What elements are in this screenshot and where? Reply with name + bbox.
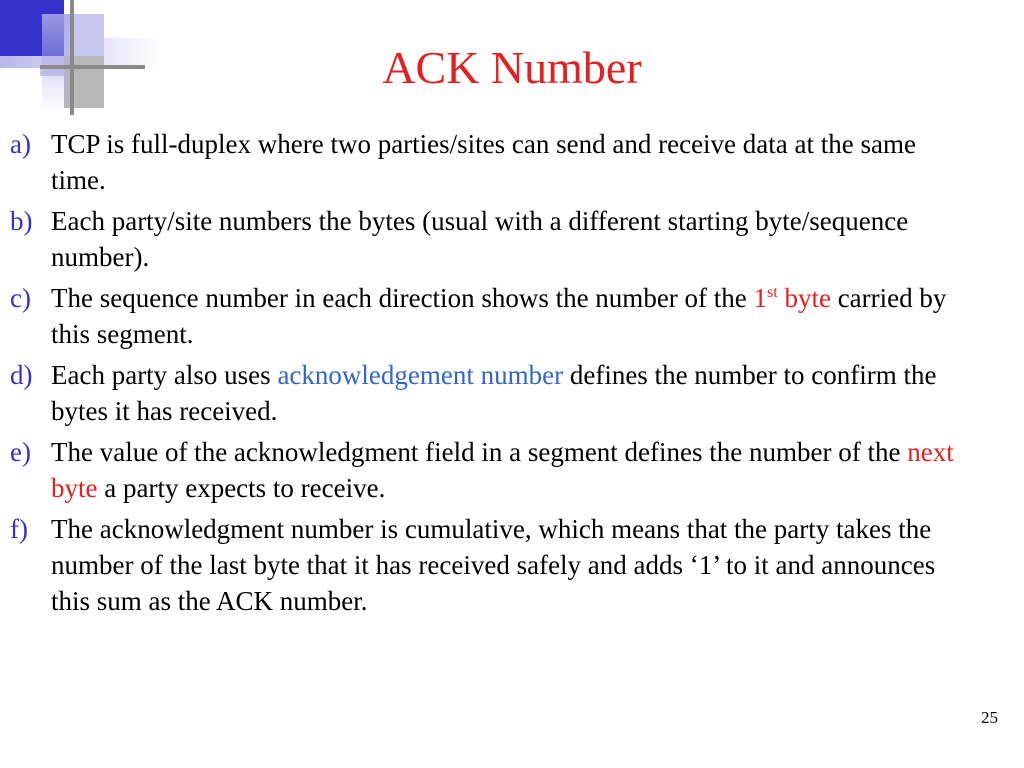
highlight-text: next byte bbox=[51, 437, 954, 503]
list-item-b bbox=[10, 203, 970, 275]
list-marker: b) bbox=[10, 206, 33, 236]
list-marker: d) bbox=[10, 360, 33, 390]
list-marker: c) bbox=[10, 283, 31, 313]
slide-title: ACK Number bbox=[382, 42, 642, 93]
highlight-text: byte bbox=[784, 283, 831, 313]
highlight-ordinal bbox=[754, 283, 831, 313]
item-text-after: defines the number to confirm the bytes it has received. bbox=[51, 360, 937, 426]
list-item-c bbox=[10, 280, 970, 352]
highlight-text: acknowledgement number bbox=[277, 360, 564, 390]
item-text: Each party/site numbers the bytes (usual with a different starting byte/sequence number). bbox=[51, 206, 909, 272]
list-item-e bbox=[10, 434, 970, 506]
ordinal-superscript: st bbox=[767, 284, 778, 301]
item-text-after: a party expects to receive. bbox=[104, 473, 386, 503]
item-text: Each party also uses bbox=[51, 360, 271, 390]
list-marker: f) bbox=[10, 514, 28, 544]
list-item-d bbox=[10, 357, 970, 429]
page-number: 25 bbox=[981, 708, 998, 727]
item-text: The sequence number in each direction shows the number of the bbox=[51, 283, 747, 313]
list-item-a bbox=[10, 126, 970, 198]
list-marker: e) bbox=[10, 437, 31, 467]
item-text-after: carried by this segment. bbox=[51, 283, 947, 349]
item-text: TCP is full-duplex where two parties/sites can send and receive data at the same time. bbox=[51, 129, 916, 195]
item-text: The acknowledgment number is cumulative, which means that the party takes the number of the last byte that it has received safely and adds ‘1’ to it and announces this sum as the ACK number. bbox=[51, 514, 936, 616]
bullet-list bbox=[10, 126, 970, 624]
ordinal-number: 1 bbox=[753, 283, 768, 313]
item-text: The value of the acknowledgment field in a segment defines the number of the bbox=[51, 437, 901, 467]
list-item-f bbox=[10, 511, 970, 619]
list-marker: a) bbox=[10, 129, 31, 159]
